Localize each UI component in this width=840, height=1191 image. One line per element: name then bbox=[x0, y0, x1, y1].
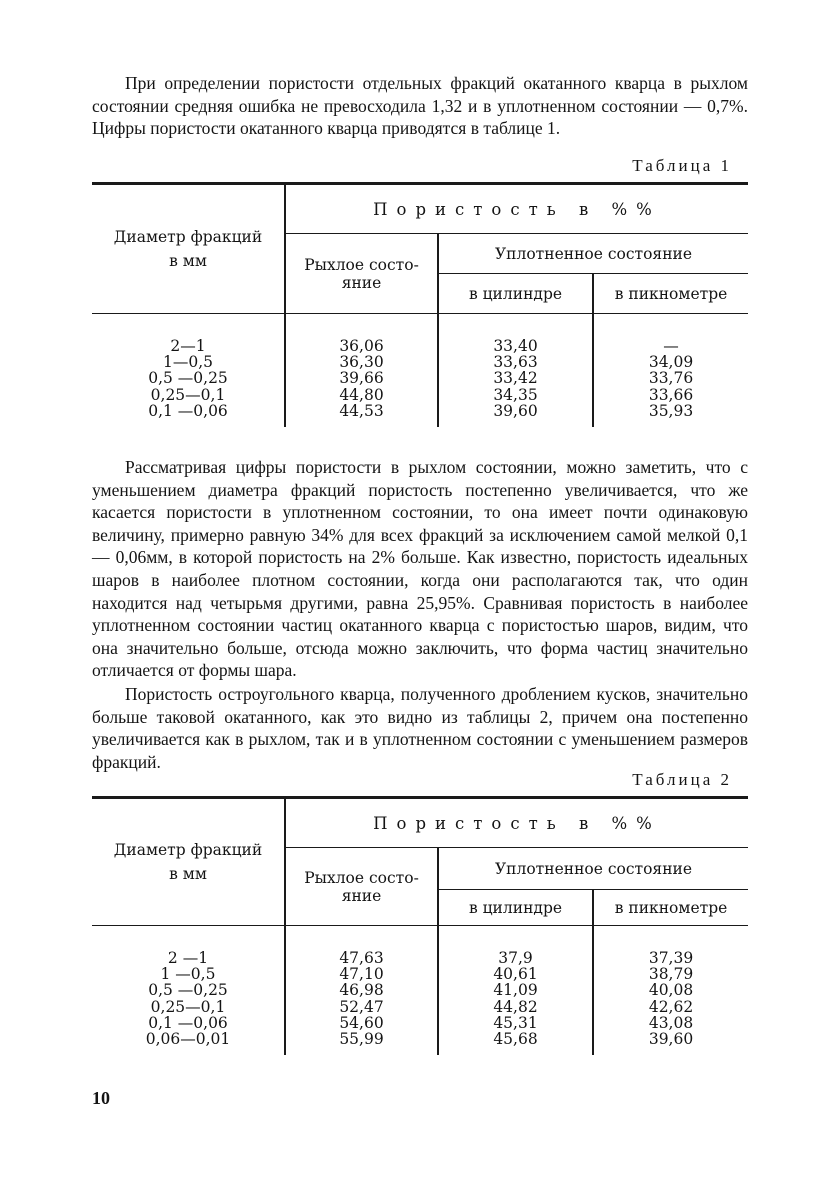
table-1-header-loose: Рыхлое состо-яние bbox=[285, 234, 438, 314]
table-2-cell: 0,5 —0,25 bbox=[148, 981, 228, 1000]
table-2-cell: 45,68 bbox=[493, 1030, 538, 1049]
table-2-cell: 40,08 bbox=[648, 981, 694, 1000]
table-1-header-diameter-line1: Диаметр фракций bbox=[113, 228, 263, 246]
table-1-cell: 1—0,5 bbox=[162, 353, 213, 372]
table-1-cell: 33,63 bbox=[493, 353, 538, 372]
table-1-cell: 39,66 bbox=[339, 369, 384, 388]
table-2-cell: 0,06—0,01 bbox=[145, 1030, 231, 1049]
table-2-caption: Таблица 2 bbox=[632, 770, 732, 789]
table-2 bbox=[92, 796, 748, 1055]
table-2-header-cylinder: в цилиндре bbox=[438, 890, 593, 926]
table-1-cell: — bbox=[663, 337, 679, 355]
table-2-cell: 38,79 bbox=[648, 965, 694, 984]
table-2-col-pycnometer bbox=[593, 926, 748, 1056]
table-1-header-diameter-line2: в мм bbox=[169, 252, 207, 270]
table-2-cell: 0,1 —0,06 bbox=[148, 1013, 228, 1032]
table-2-body bbox=[92, 926, 748, 1056]
table-2-cell: 55,99 bbox=[339, 1030, 384, 1049]
table-2-cell: 40,61 bbox=[493, 965, 538, 984]
table-1-col-loose bbox=[285, 314, 438, 428]
table-1-col-diameter bbox=[92, 314, 285, 428]
table-1-header-porosity: Пористость в %% bbox=[285, 184, 748, 234]
table-1-cell: 2—1 bbox=[170, 337, 206, 355]
table-1-header-diameter bbox=[92, 184, 285, 314]
table-2-cell: 54,60 bbox=[339, 1013, 384, 1032]
table-1-cell: 0,5 —0,25 bbox=[148, 369, 228, 388]
table-2-header-diameter-line1: Диаметр фракций bbox=[113, 841, 263, 859]
table-1-cell: 36,30 bbox=[339, 353, 384, 372]
table-2-cell: 45,31 bbox=[493, 1013, 538, 1032]
table-2-cell: 0,25—0,1 bbox=[150, 997, 226, 1016]
table-1-body bbox=[92, 314, 748, 428]
paragraph-sharp-quartz: Пористость остроугольного кварца, полученного дроблением кусков, значительно больше таковой окатанного, как это видно из таблицы 2, причем она постепенно увеличивается как в рыхлом, так и в уплотненном состоянии с уменьшением размеров фракций. bbox=[92, 684, 748, 772]
table-2-header-diameter bbox=[92, 798, 285, 926]
table-1-cell: 0,25—0,1 bbox=[150, 385, 226, 404]
table-1-cell: 44,53 bbox=[339, 401, 384, 420]
table-1-cell: 34,35 bbox=[493, 385, 538, 404]
table-1-cell: 33,42 bbox=[493, 369, 538, 388]
table-2-header-diameter-line2: в мм bbox=[169, 865, 207, 883]
table-1-cell: 39,60 bbox=[493, 401, 538, 420]
table-2-col-loose bbox=[285, 926, 438, 1056]
table-1-cell: 0,1 —0,06 bbox=[148, 401, 228, 420]
table-2-cell: 46,98 bbox=[339, 981, 384, 1000]
table-2-col-diameter bbox=[92, 926, 285, 1056]
table-1-header-cylinder: в цилиндре bbox=[438, 274, 593, 314]
page-number: 10 bbox=[92, 1088, 110, 1108]
table-2-cell: 1 —0,5 bbox=[160, 965, 216, 984]
table-1-cell: 34,09 bbox=[648, 353, 694, 372]
table-1-cell: 35,93 bbox=[648, 401, 694, 420]
table-2-header-porosity: Пористость в %% bbox=[285, 798, 748, 848]
table-2-cell: 47,63 bbox=[339, 949, 384, 967]
paragraph-intro: При определении пористости отдельных фракций окатанного кварца в рыхлом состоянии средняя ошибка не превосходила 1,32 и в уплотненном состоянии — 0,7%. Цифры пористости окатанного кварца приводятся в таблице 1. bbox=[92, 73, 748, 139]
table-2-cell: 37,39 bbox=[648, 949, 694, 967]
paragraph-discussion: Рассматривая цифры пористости в рыхлом состоянии, можно заметить, что с уменьшением диаметра фракций пористость постепенно увеличивается, что же касается пористости в уплотненном состоянии, то она имеет почти одинаковую величину, примерно равную 34% для всех фракций за исключением самой мелкой 0,1 — 0,06мм, в которой пористость на 2% больше. Как известно, пористость идеальных шаров в наиболее плотном состоянии, когда они располагаются так, что один находится над четырьмя другими, равна 25,95%. Сравнивая пористость в наиболее уплотненном состоянии частиц окатанного кварца с пористостью шаров, видим, что она значительно больше, отсюда можно заключить, что форма частиц значительно отличается от формы шара. bbox=[92, 457, 748, 681]
table-2-cell: 47,10 bbox=[339, 965, 384, 984]
table-2-header-loose: Рыхлое состо-яние bbox=[285, 848, 438, 926]
table-1-col-pycnometer bbox=[593, 314, 748, 428]
table-2-cell: 39,60 bbox=[648, 1030, 694, 1049]
table-1-cell: 33,76 bbox=[648, 369, 694, 388]
table-1-header-compacted: Уплотненное состояние bbox=[438, 234, 748, 274]
table-1 bbox=[92, 182, 748, 427]
table-1-cell: 33,40 bbox=[493, 337, 538, 355]
table-2-header-pycnometer: в пикнометре bbox=[593, 890, 748, 926]
table-1-header-pycnometer: в пикнометре bbox=[593, 274, 748, 314]
table-2-cell: 43,08 bbox=[648, 1013, 694, 1032]
table-2-col-cylinder bbox=[438, 926, 593, 1056]
table-1-col-cylinder bbox=[438, 314, 593, 428]
table-1-caption: Таблица 1 bbox=[632, 156, 732, 175]
table-2-cell: 44,82 bbox=[493, 997, 538, 1016]
table-2-cell: 52,47 bbox=[339, 997, 384, 1016]
table-1-cell: 33,66 bbox=[648, 385, 694, 404]
table-2-cell: 2 —1 bbox=[167, 949, 209, 967]
table-2-header-compacted: Уплотненное состояние bbox=[438, 848, 748, 890]
table-2-cell: 37,9 bbox=[498, 949, 533, 967]
table-2-cell: 41,09 bbox=[493, 981, 538, 1000]
table-2-cell: 42,62 bbox=[648, 997, 694, 1016]
table-1-cell: 36,06 bbox=[339, 337, 384, 355]
table-1-cell: 44,80 bbox=[339, 385, 384, 404]
